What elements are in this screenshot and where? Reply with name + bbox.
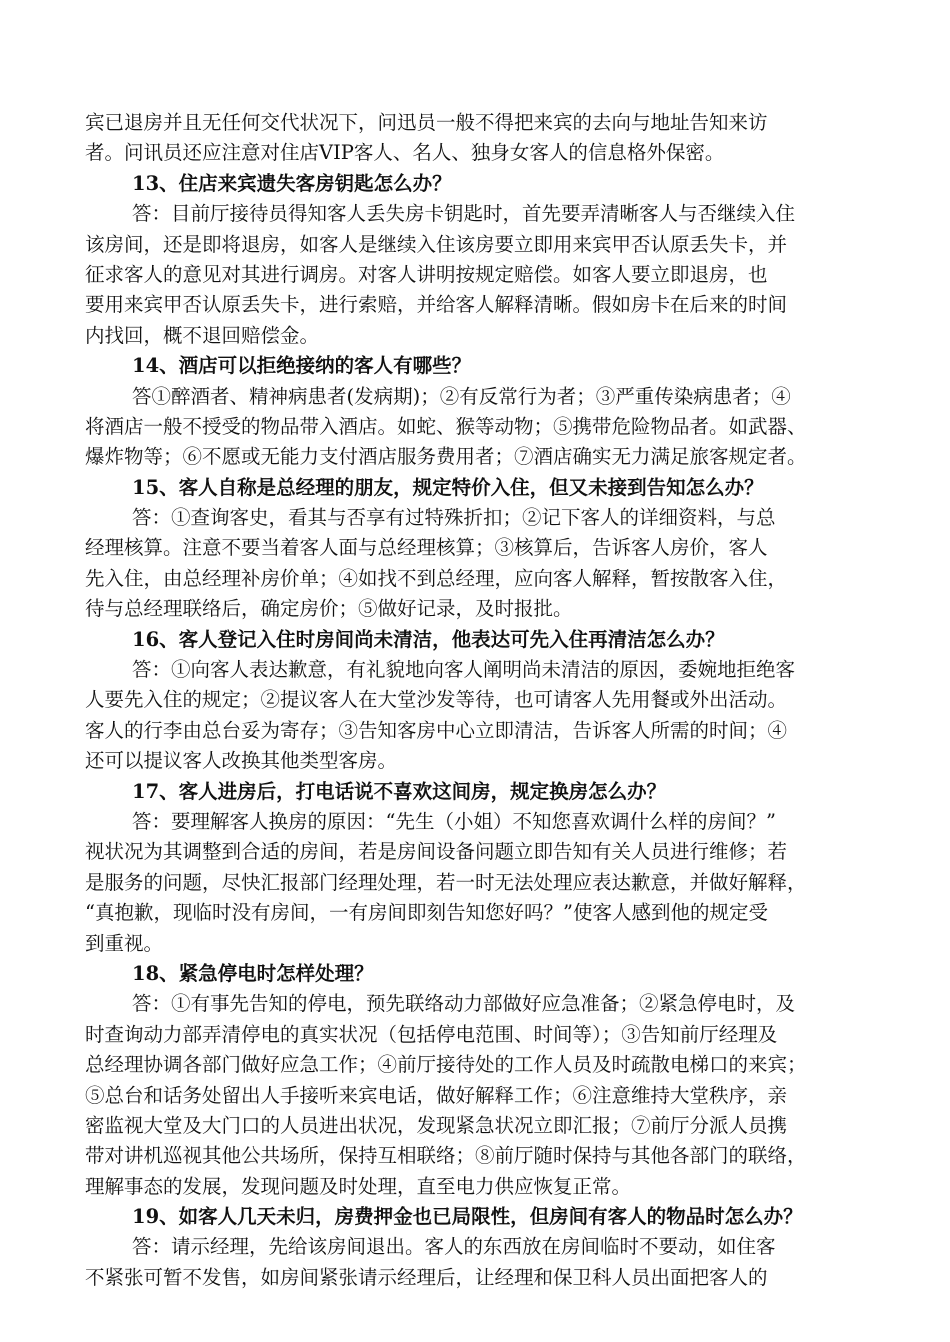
body-text-line: 爆炸物等；⑥不愿或无能力支付酒店服务费用者；⑦酒店确实无力满足旅客规定者。 [85,445,807,469]
body-text-line: 征求客人的意见对其进行调房。对客人讲明按规定赔偿。如客人要立即退房，也 [85,262,768,286]
answer-first-line: 答：请示经理，先给该房间退出。客人的东西放在房间临时不要动，如住客 [132,1235,776,1259]
body-text-line: 该房间，还是即将退房，如客人是继续入住该房要立即用来宾甲否认原丢失卡，并 [85,232,788,256]
question-heading: 16、客人登记入住时房间尚未清洁，他表达可先入住再清洁怎么办？ [132,627,725,651]
body-text-line: 到重视。 [85,931,164,955]
question-heading: 19、如客人几天未归，房费押金也已局限性，但房间有客人的物品时怎么办？ [132,1205,803,1229]
answer-first-line: 答：目前厅接待员得知客人丢失房卡钥匙时，首先要弄清晰客人与否继续入住 [132,202,796,226]
body-text-line: 客人的行李由总台妥为寄存；③告知客房中心立即清洁，告诉客人所需的时间；④ [85,718,788,742]
question-heading: 15、客人自称是总经理的朋友，规定特价入住，但又未接到告知怎么办？ [132,475,764,499]
body-text-line: 还可以提议客人改换其他类型客房。 [85,749,398,773]
body-text-line: 密监视大堂及大门口的人员进出状况，发现紧急状况立即汇报；⑦前厅分派人员携 [85,1113,788,1137]
answer-first-line: 答：①有事先告知的停电，预先联络动力部做好应急准备；②紧急停电时，及 [132,992,796,1016]
answer-first-line: 答①醉酒者、精神病患者(发病期)；②有反常行为者；③严重传染病患者；④ [132,384,791,408]
body-text-line: 理解事态的发展，发现问题及时处理，直至电力供应恢复正常。 [85,1174,632,1198]
answer-first-line: 答：①查询客史，看其与否享有过特殊折扣；②记下客人的详细资料，与总 [132,506,776,530]
body-text-line: 者。问讯员还应注意对住店VIP客人、名人、独身女客人的信息格外保密。 [85,141,725,165]
body-text-line: 宾已退房并且无任何交代状况下，问迅员一般不得把来宾的去向与地址告知来访 [85,111,768,134]
body-text-line: 视状况为其调整到合适的房间，若是房间设备问题立即告知有关人员进行维修；若 [85,840,788,864]
document-page [85,108,880,1293]
body-text-line: 不紧张可暂不发售，如房间紧张请示经理后，让经理和保卫科人员出面把客人的 [85,1265,768,1289]
question-heading: 14、酒店可以拒绝接纳的客人有哪些？ [132,354,472,378]
body-text-line: 先入住，由总经理补房价单；④如找不到总经理，应向客人解释，暂按散客入住， [85,566,788,590]
body-text-line: 带对讲机巡视其他公共场所，保持互相联络；⑧前厅随时保持与其他各部门的联络， [85,1144,807,1168]
body-text-line: “真抱歉，现临时没有房间，一有房间即刻告知您好吗？”使客人感到他的规定受 [85,901,768,925]
question-heading: 13、住店来宾遗失客房钥匙怎么办？ [132,171,452,195]
body-text-line: 待与总经理联络后，确定房价；⑤做好记录，及时报批。 [85,597,573,621]
body-text-line: 是服务的问题，尽快汇报部门经理处理，若一时无法处理应表达歉意，并做好解释， [85,870,807,894]
body-text-line: 时查询动力部弄清停电的真实状况（包括停电范围、时间等）；③告知前厅经理及 [85,1022,778,1046]
body-text-line: 人要先入住的规定；②提议客人在大堂沙发等待，也可请客人先用餐或外出活动。 [85,688,788,712]
body-text-line: 要用来宾甲否认原丢失卡，进行索赔，并给客人解释清晰。假如房卡在后来的时间 [85,293,788,317]
body-text-line: 内找回，概不退回赔偿金。 [85,323,320,347]
question-heading: 17、客人进房后，打电话说不喜欢这间房，规定换房怎么办？ [132,779,667,803]
body-text-line: ⑤总台和话务处留出人手接听来宾电话，做好解释工作；⑥注意维持大堂秩序，亲 [85,1083,788,1107]
answer-first-line: 答：要理解客人换房的原因：“先生（小姐）不知您喜欢调什么样的房间？” [132,809,776,833]
answer-first-line: 答：①向客人表达歉意，有礼貌地向客人阐明尚未清洁的原因，委婉地拒绝客 [132,658,796,682]
body-text-line: 经理核算。注意不要当着客人面与总经理核算；③核算后，告诉客人房价，客人 [85,536,768,560]
body-text-line: 将酒店一般不授受的物品带入酒店。如蛇、猴等动物；⑤携带危险物品者。如武器、 [85,414,807,438]
body-text-line: 总经理协调各部门做好应急工作；④前厅接待处的工作人员及时疏散电梯口的来宾； [85,1053,807,1077]
question-heading: 18、紧急停电时怎样处理？ [132,961,374,985]
